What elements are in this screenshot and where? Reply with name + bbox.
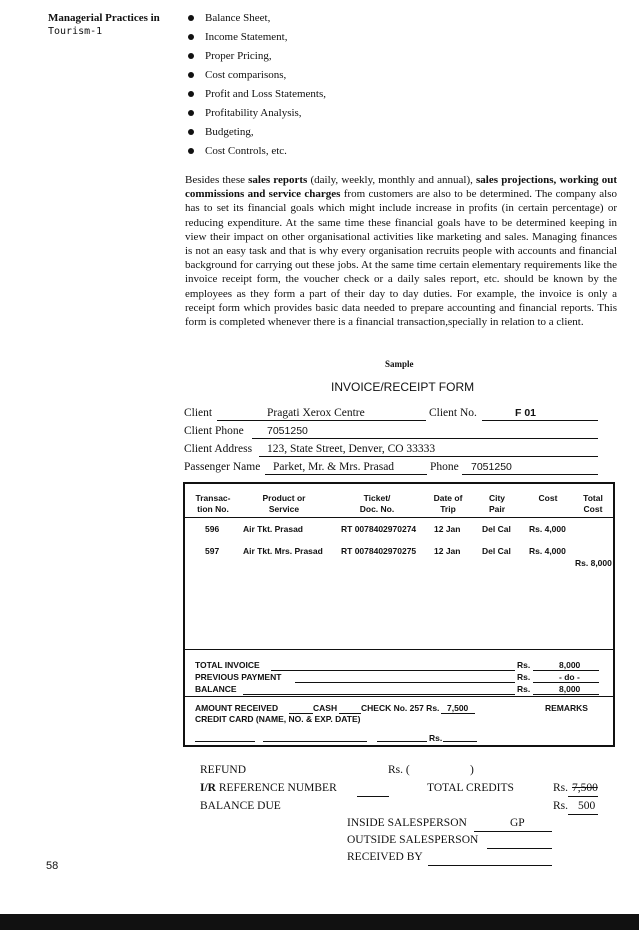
rule: [295, 682, 515, 683]
total-invoice-label: TOTAL INVOICE: [195, 660, 260, 670]
running-header: [48, 12, 160, 38]
balance-due-label: BALANCE DUE: [200, 800, 281, 812]
cash-label: CASH: [313, 703, 338, 713]
header-city-pair: City Pair: [488, 493, 506, 514]
header-total-cost: Total Cost: [583, 493, 603, 514]
inside-salesperson-field[interactable]: [474, 831, 552, 832]
rule: [243, 694, 515, 695]
total-cost-value: Rs. 8,000: [575, 558, 612, 568]
paragraph-text: (daily, weekly, monthly and annual),: [307, 174, 477, 186]
form-title-main: INVOICE/RECEIPT: [331, 380, 436, 394]
header-product: Product or Service: [262, 493, 306, 514]
inside-salesperson-value: GP: [510, 817, 525, 829]
client-phone-value: 7051250: [267, 425, 308, 437]
ir-bold: I/R: [200, 782, 216, 794]
bullet-list: [186, 9, 326, 161]
bottom-bar: [0, 914, 639, 930]
balance-value: 8,000: [559, 684, 581, 694]
row2-date: 12 Jan: [434, 546, 461, 556]
header-rule: [185, 517, 613, 518]
amount-received-label: AMOUNT RECEIVED: [195, 703, 279, 713]
client-address-row: [184, 441, 598, 458]
paragraph-text: from customers are also to be determined. The company also has to set its financial goals which might include increase in profits (in certain percentage) or reducing expenditure. At the same time these financial goals have to be determined keeping in view their impact on other organisational activities like marketing and sales. Managing finances is not an easy task and that is why every organisation recruits people with accounts and financial background for carrying out these jobs. At the same time certain elementary requirements like the invoice receipt form, the voucher check or a daily sales report, etc. should be known by the employees as they form a part of their day to day duties. For example, the invoice is only a receipt form which provides basic data needed to prepare accounting and financial reports. This form is completed whenever there is a financial transaction,specially in relation to a client.: [185, 188, 617, 329]
refund-rs: Rs. (: [388, 764, 410, 776]
received-by-label: RECEIVED BY: [347, 851, 423, 863]
client-phone-row: [184, 423, 598, 440]
header-ticket: Ticket/ Doc. No.: [359, 493, 395, 514]
check-label: CHECK No. 257 Rs.: [361, 703, 440, 713]
list-item: Cost Controls, etc.: [186, 142, 326, 161]
rule: [441, 713, 475, 714]
received-by-field[interactable]: [428, 865, 552, 866]
passenger-phone-value: 7051250: [471, 461, 512, 473]
row1-cost: Rs. 4,000: [529, 524, 566, 534]
row2-ticket: RT 0078402970275: [341, 546, 417, 556]
header-date: Date of Trip: [433, 493, 463, 514]
client-address-value: 123, State Street, Denver, CO 33333: [267, 443, 436, 455]
header-title: Managerial Practices in: [48, 12, 160, 24]
due-rs: Rs.: [553, 800, 569, 812]
credits-value: 7,500: [572, 782, 598, 794]
due-field[interactable]: [568, 814, 598, 815]
row2-cost: Rs. 4,000: [529, 546, 566, 556]
rule: [377, 741, 427, 742]
list-item: Cost comparisons,: [186, 66, 326, 85]
client-address-label: Client Address: [184, 443, 253, 455]
rule: [263, 741, 367, 742]
credits-field[interactable]: [568, 796, 598, 797]
rs-label: Rs.: [517, 684, 531, 694]
credit-card-label: CREDIT CARD (NAME, NO. & EXP. DATE): [195, 714, 361, 724]
summary-rule: [185, 649, 613, 650]
list-item: Budgeting,: [186, 123, 326, 142]
check-amount: 7,500: [447, 703, 469, 713]
list-item: Profit and Loss Statements,: [186, 85, 326, 104]
row1-ticket: RT 0078402970274: [341, 524, 417, 534]
row2-city: Del Cal: [482, 546, 511, 556]
credits-rs: Rs.: [553, 782, 569, 794]
row1-date: 12 Jan: [434, 524, 461, 534]
header-cost: Cost: [538, 493, 558, 503]
form-title-rest: FORM: [435, 380, 475, 394]
list-item: Balance Sheet,: [186, 9, 326, 28]
refund-label: REFUND: [200, 764, 247, 776]
row1-product: Air Tkt. Prasad: [243, 524, 303, 534]
rs-label: Rs.: [517, 672, 531, 682]
rule: [271, 670, 515, 671]
ir-reference-label: [200, 782, 337, 794]
paragraph-text: Besides these: [185, 174, 249, 186]
balance-label: BALANCE: [195, 684, 237, 694]
passenger-row: [184, 459, 598, 476]
passenger-value: Parket, Mr. & Mrs. Prasad: [273, 461, 395, 473]
ir-reference-field[interactable]: [357, 796, 389, 797]
paragraph-bold: sales projections, working out commissions and service charges: [185, 174, 617, 201]
invoice-table: [183, 482, 615, 747]
row2-txn: 597: [205, 546, 220, 556]
row1-city: Del Cal: [482, 524, 511, 534]
row2-product: Air Tkt. Mrs. Prasad: [243, 546, 323, 556]
refund-close: ): [470, 764, 474, 776]
rule: [195, 741, 255, 742]
header-subtitle: Tourism-1: [48, 26, 103, 37]
row1-txn: 596: [205, 524, 220, 534]
rs-label: Rs.: [517, 660, 531, 670]
ir-rest: REFERENCE NUMBER: [215, 782, 337, 794]
outside-salesperson-field[interactable]: [487, 848, 552, 849]
previous-payment-label: PREVIOUS PAYMENT: [195, 672, 282, 682]
client-label: Client: [184, 407, 213, 419]
client-phone-label: Client Phone: [184, 425, 244, 437]
sample-label: Sample: [385, 359, 414, 369]
total-invoice-value: 8,000: [559, 660, 581, 670]
rule: [443, 741, 477, 742]
list-item: Income Statement,: [186, 28, 326, 47]
passenger-phone-label: Phone: [430, 461, 459, 473]
client-row: [184, 405, 598, 422]
body-paragraph: [185, 173, 617, 329]
remarks-label: REMARKS: [545, 703, 588, 713]
rs-label: Rs.: [429, 733, 443, 743]
client-no-value: F 01: [515, 407, 537, 419]
rule: [533, 694, 599, 695]
payment-rule: [185, 696, 613, 697]
passenger-label: Passenger Name: [184, 461, 261, 473]
rule: [533, 682, 599, 683]
inside-salesperson-label: INSIDE SALESPERSON: [347, 817, 467, 829]
list-item: Proper Pricing,: [186, 47, 326, 66]
paragraph-bold: sales reports: [248, 174, 308, 186]
due-value: 500: [578, 800, 596, 812]
form-title: [331, 380, 474, 394]
client-no-label: Client No.: [429, 407, 477, 419]
previous-payment-value: - do -: [559, 672, 580, 682]
rule: [533, 670, 599, 671]
header-transaction-no: Transac- tion No.: [195, 493, 231, 514]
client-no-field[interactable]: [482, 405, 598, 421]
outside-salesperson-label: OUTSIDE SALESPERSON: [347, 834, 479, 846]
client-value: Pragati Xerox Centre: [267, 407, 365, 419]
total-credits-label: TOTAL CREDITS: [427, 782, 514, 794]
page-number: 58: [46, 860, 59, 872]
list-item: Profitability Analysis,: [186, 104, 326, 123]
